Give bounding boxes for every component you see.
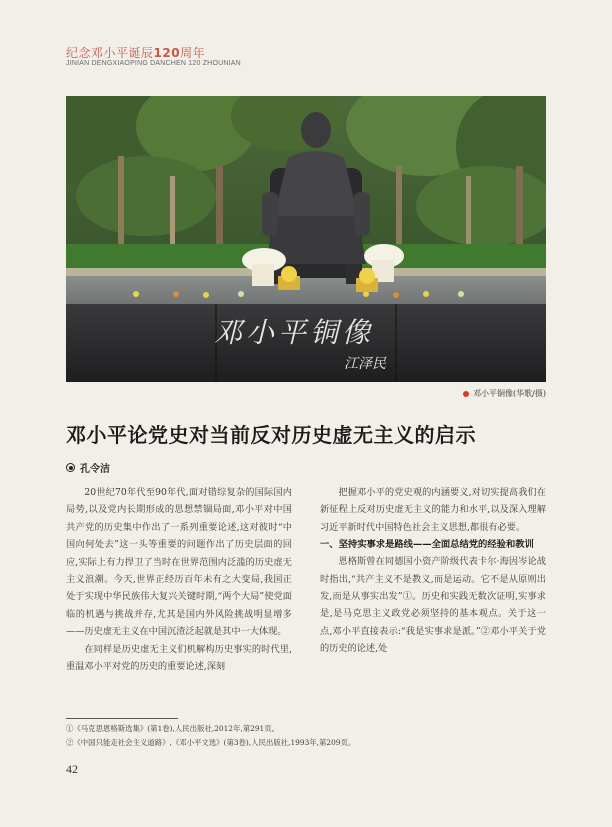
left-paragraph-1: 20世纪70年代至90年代,面对错综复杂的国际国内局势,以及党内长期形成的思想禁锢局面,邓小平对中国共产党的历史集中作出了一系列重要论述,这对彼时“中国向何处去”这一头等重要的问题作出了历史层面的回应,实际上有力捍卫了当时在世界范围内泛滥的历史虚无主义浪潮。今天,世界正经历百年未有之大变局,我国正处于实现中华民族伟大复兴关键时期,“两个大局”使党面临的机遇与挑战并存,尤其是国内外风险挑战明显增多——历史虚无主义在中国沉渣泛起就是其中一大体现。 [66,487,292,638]
right-column [320,484,546,658]
caption-dot-icon [463,391,469,397]
photo-caption-text: 邓小平铜像(华歌/摄) [473,389,546,398]
left-paragraph-2: 在同样是历史虚无主义们机解构历史事实的时代里,重温邓小平对党的历史的重要论述,深刻 [66,643,292,673]
header-title-pre: 纪念邓小平诞辰 [66,46,154,60]
footnote-2: ②《中国只能走社会主义道路》,《邓小平文选》(第3卷),人民出版社,1993年,第209页。 [66,738,356,747]
left-column [66,484,292,675]
footnote-divider [66,718,178,719]
pedestal-inscription: 邓小平铜像 [214,316,375,349]
statue-photo [66,96,546,382]
article-title: 邓小平论党史对当前反对历史虚无主义的启示 [66,423,476,447]
photo-caption [463,388,546,399]
header-subtitle: JINIAN DENGXIAOPING DANCHEN 120 ZHOUNIAN [66,60,241,67]
right-paragraph-2: 恩格斯曾在同德国小资产阶级代表卡尔·海因岑论战时指出,“共产主义不是教义,而是运动。它不是从原则出发,而是从事实出发”①。历史和实践无数次证明,实事求是,是马克思主义政党必须坚持的基本观点。关于这一点,邓小平直接表示:“我是实事求是派。”②邓小平关于党的历史的论述,处 [320,556,546,655]
header-title [66,44,205,61]
header-title-post: 周年 [180,46,206,60]
pedestal-signature: 江泽民 [344,356,386,372]
author-bullet-icon [66,463,75,472]
section-1-heading: 一、坚持实事求是路线——全面总结党的经验和教训 [320,539,534,551]
author-name: 孔令洁 [80,464,110,475]
footnote-1: ①《马克思恩格斯选集》(第1卷),人民出版社,2012年,第291页。 [66,724,280,733]
page-number: 42 [66,762,78,776]
author-line [66,460,110,475]
footnotes [66,722,546,750]
header-title-num: 120 [153,46,181,60]
right-paragraph-1: 把握邓小平的党史观的内涵要义,对切实提高我们在新征程上反对历史虚无主义的能力和水平,以及深入理解习近平新时代中国特色社会主义思想,都很有必要。 [320,487,546,533]
statue-photo-illustration [66,96,546,382]
